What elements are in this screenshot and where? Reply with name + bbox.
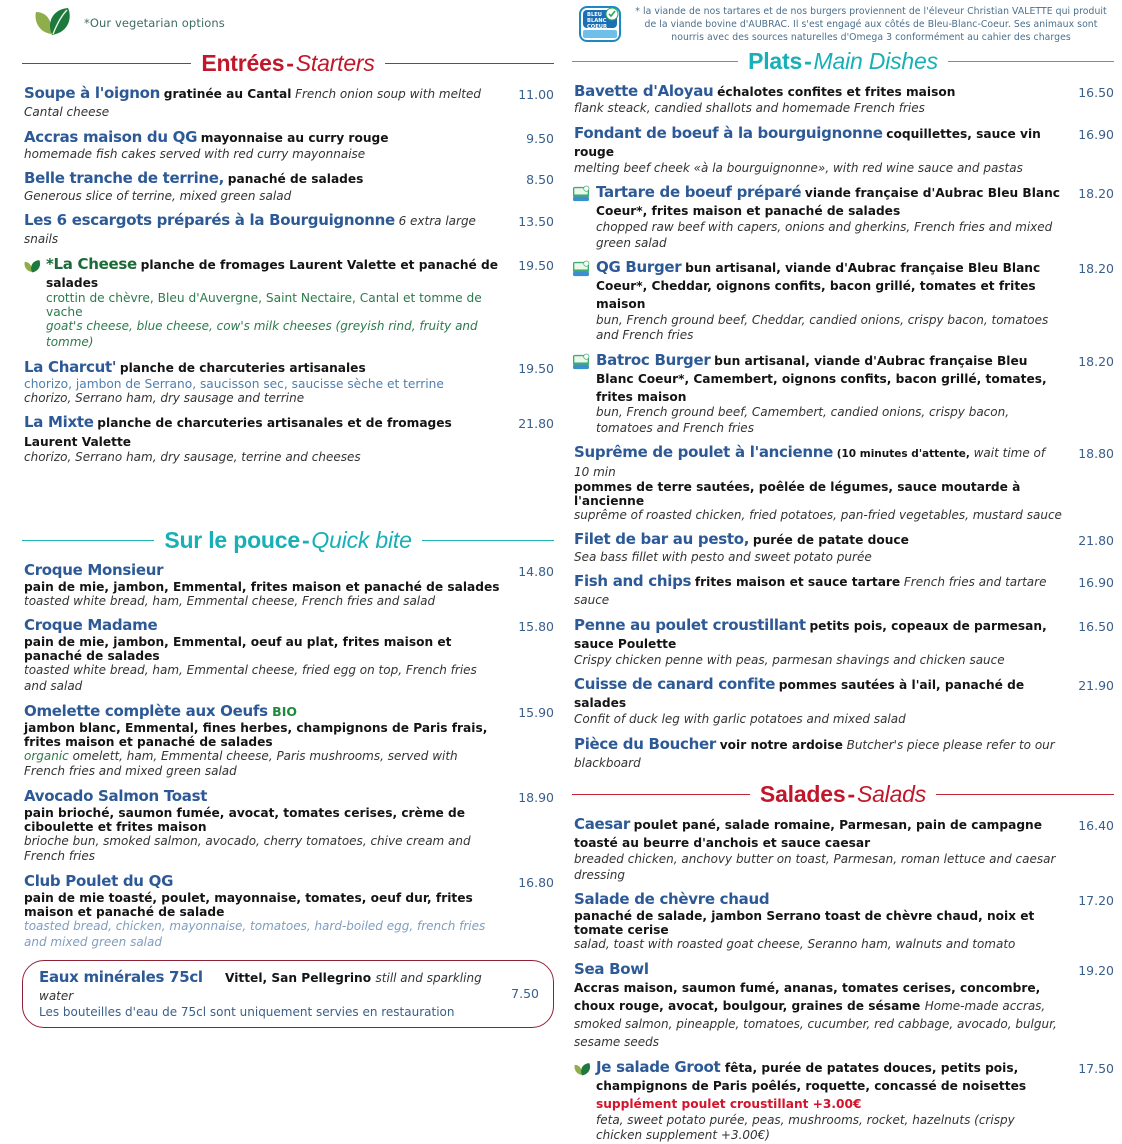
item-desc-en: Confit of duck leg with garlic potatoes and mixed salad bbox=[574, 712, 906, 726]
menu-item[interactable] bbox=[22, 358, 554, 407]
menu-item[interactable] bbox=[572, 815, 1114, 883]
item-desc-en: French onion soup with melted Cantal cheese bbox=[24, 87, 481, 120]
item-name: Sea Bowl bbox=[574, 959, 649, 978]
left-column bbox=[0, 0, 562, 1020]
item-desc-en: chorizo, Serrano ham, dry sausage, terrine and cheeses bbox=[24, 450, 361, 465]
item-desc-en: omelett, ham, Emmental cheese, Paris mushrooms, served with French fries and mixed green salad bbox=[24, 748, 458, 779]
bleu-blanc-coeur-badge-icon bbox=[572, 183, 594, 207]
item-desc-fr: poulet pané, salade romaine, Parmesan, pain de campagne toasté au beurre d'anchois et sauce caesar bbox=[574, 818, 1042, 851]
item-name: QG Burger bbox=[596, 258, 682, 277]
item-name: Filet de bar au pesto, bbox=[574, 530, 750, 549]
leaf-icon bbox=[30, 6, 74, 41]
bleu-blanc-coeur-badge-icon bbox=[572, 351, 594, 375]
item-name: Les 6 escargots préparés à la Bourguignonne bbox=[24, 211, 395, 230]
right-column bbox=[562, 0, 1122, 1143]
section-dash: - bbox=[301, 526, 310, 553]
item-desc-fr2: crottin de chèvre, Bleu d'Auvergne, Saint Nectaire, Cantal et tomme de vache bbox=[46, 291, 482, 320]
menu-item-vegetarian[interactable] bbox=[572, 1058, 1114, 1144]
section-header-sur-le-pouce bbox=[22, 527, 554, 554]
section-title-plats bbox=[748, 48, 938, 75]
section-title-en: Main Dishes bbox=[813, 48, 938, 74]
supplement-note: supplément poulet croustillant +3.00€ bbox=[596, 1096, 862, 1111]
menu-item[interactable] bbox=[572, 675, 1114, 727]
item-name: Fish and chips bbox=[574, 572, 692, 591]
item-name: Club Poulet du QG bbox=[24, 871, 174, 890]
item-name: Cuisse de canard confite bbox=[574, 675, 776, 694]
item-name: Belle tranche de terrine, bbox=[24, 169, 225, 188]
divider-right bbox=[936, 794, 1114, 795]
section-title-en: Salads bbox=[856, 781, 927, 808]
section-dash: - bbox=[286, 50, 294, 76]
menu-item-bbc[interactable] bbox=[572, 183, 1114, 251]
item-price: 18.20 bbox=[1078, 186, 1114, 202]
bleu-blanc-coeur-logo-icon bbox=[578, 4, 624, 51]
item-desc-en: melting beef cheek «à la bourguignonne», with red wine sauce and pastas bbox=[574, 160, 1023, 175]
divider-right bbox=[422, 540, 554, 541]
item-name: Pièce du Boucher bbox=[574, 734, 716, 753]
item-name: Bavette d'Aloyau bbox=[574, 82, 714, 100]
item-desc-en: bun, French ground beef, Camembert, candied onions, crispy bacon, tomatoes and French fries bbox=[596, 405, 1010, 435]
bbc-banner bbox=[572, 0, 1114, 44]
item-price: 18.90 bbox=[518, 789, 554, 805]
item-desc-fr: Accras maison, saumon fumé, ananas, tomates cerises, concombre, choux rouge, avocat, boulgour, graines de sésame bbox=[574, 980, 1041, 1013]
section-title-en: Starters bbox=[295, 50, 375, 76]
item-name: Croque Monsieur bbox=[24, 560, 164, 579]
item-desc-en: bun, French ground beef, Cheddar, candied onions, crispy bacon, tomatoes and French fries bbox=[596, 312, 1049, 343]
item-desc-fr: mayonnaise au curry rouge bbox=[200, 130, 389, 145]
section-spacer bbox=[22, 473, 554, 523]
section-title-en: Quick bite bbox=[311, 526, 412, 553]
item-name: Je salade Groot bbox=[596, 1057, 721, 1076]
section-title-fr: Sur le pouce bbox=[164, 526, 300, 553]
item-name: Suprême de poulet à l'ancienne bbox=[574, 443, 833, 462]
divider-right bbox=[948, 61, 1114, 62]
svg-text:BLEU: BLEU bbox=[587, 12, 603, 18]
item-desc-fr: coquillettes, sauce vin rouge bbox=[574, 126, 1041, 159]
menu-item[interactable] bbox=[22, 211, 554, 248]
water-brands: Vittel, San Pellegrino bbox=[225, 971, 372, 986]
item-desc-en: toasted white bread, ham, Emmental cheese, French fries and salad bbox=[24, 593, 436, 608]
menu-item-vegetarian[interactable] bbox=[22, 255, 554, 351]
item-desc-en: Generous slice of terrine, mixed green salad bbox=[24, 188, 292, 203]
divider-left bbox=[572, 61, 738, 62]
divider-left bbox=[22, 540, 154, 541]
item-name: Batroc Burger bbox=[596, 350, 711, 369]
menu-item[interactable] bbox=[22, 616, 554, 694]
menu-item[interactable] bbox=[22, 872, 554, 950]
item-price: 21.80 bbox=[518, 416, 554, 432]
item-desc-fr: panaché de salades bbox=[227, 172, 364, 187]
item-desc-en: French fries and tartare sauce bbox=[574, 575, 1047, 608]
item-desc-fr: viande française d'Aubrac Bleu Blanc Coeur*, frites maison et panaché de salades bbox=[596, 186, 1061, 219]
menu-item[interactable] bbox=[22, 787, 554, 865]
item-desc-en: Home-made accras, smoked salmon, pineapple, tomatoes, cucumber, red cabbage, avocado, bulgur, sesame seeds bbox=[574, 998, 1057, 1049]
item-price: 16.90 bbox=[1078, 126, 1114, 142]
section-header-plats bbox=[572, 48, 1114, 75]
item-desc-fr: pain brioché, saumon fumée, avocat, tomates cerises, crème de ciboulette et frites maison bbox=[24, 805, 466, 834]
item-price: 18.20 bbox=[1078, 261, 1114, 277]
item-desc-fr: pain de mie toasté, poulet, mayonnaise, tomates, oeuf dur, frites maison et panaché de salade bbox=[24, 890, 473, 919]
menu-item[interactable] bbox=[22, 84, 554, 121]
menu-item[interactable] bbox=[572, 572, 1114, 609]
water-note: Les bouteilles d'eau de 75cl sont uniquement servies en restauration bbox=[39, 1005, 455, 1020]
section-title-salades bbox=[760, 781, 926, 808]
item-price: 17.50 bbox=[1078, 1060, 1114, 1076]
divider-right bbox=[385, 63, 554, 64]
item-name: La Mixte bbox=[24, 413, 94, 432]
item-name: Fondant de boeuf à la bourguignonne bbox=[574, 123, 883, 142]
item-desc-fr: voir notre ardoise bbox=[719, 737, 843, 752]
item-desc-fr: panaché de salade, jambon Serrano toast de chèvre chaud, noix et tomate cerise bbox=[574, 909, 1035, 938]
bio-badge: BIO bbox=[272, 703, 297, 719]
item-desc-en: breaded chicken, anchovy butter on toast, Parmesan, roman lettuce and caesar dressing bbox=[574, 851, 1056, 882]
organic-word: organic bbox=[24, 748, 69, 763]
bbc-note: * la viande de nos tartares et de nos burgers proviennent de l'éleveur Christian VALETTE qui produit de la viande bovine d'AUBRAC. Il s'est engagé aux côtés de Bleu-Blanc-Coeur. Ses animaux sont nourris avec des sources naturelles d'Omega 3 conformément au cahier des charges bbox=[635, 6, 1107, 44]
item-desc-en: Sea bass fillet with pesto and sweet potato purée bbox=[574, 549, 872, 564]
menu-item[interactable] bbox=[572, 124, 1114, 176]
menu-item[interactable] bbox=[572, 443, 1114, 523]
item-desc-en: 6 extra large snails bbox=[24, 214, 476, 247]
item-desc-en: goat's cheese, blue cheese, cow's milk cheeses (greyish rind, fruity and tomme) bbox=[46, 319, 478, 350]
section-title-fr: Plats bbox=[748, 48, 803, 74]
item-price: 16.80 bbox=[518, 874, 554, 890]
item-price: 17.20 bbox=[1078, 893, 1114, 909]
item-desc-en: brioche bun, smoked salmon, avocado, cherry tomatoes, chive cream and French fries bbox=[24, 833, 471, 864]
item-desc-fr: fêta, purée de patates douces, petits pois, champignons de Paris poêlés, roquette, concassé de noisettes bbox=[596, 1060, 1027, 1093]
wait-time-en: wait time of 10 min bbox=[574, 446, 1046, 479]
menu-item[interactable] bbox=[22, 702, 554, 780]
item-desc-fr: pommes de terre sautées, poêlée de légumes, sauce moutarde à l'ancienne bbox=[574, 479, 1021, 508]
water-name: Eaux minérales 75cl bbox=[39, 968, 203, 987]
water-box[interactable] bbox=[22, 960, 554, 1028]
item-name: Accras maison du QG bbox=[24, 127, 198, 146]
item-desc-en: chopped raw beef with capers, onions and gherkins, French fries and mixed green salad bbox=[596, 219, 1053, 250]
item-price: 16.90 bbox=[1078, 575, 1114, 591]
item-name: Tartare de boeuf préparé bbox=[596, 183, 802, 202]
item-price: 13.50 bbox=[518, 214, 554, 230]
water-row bbox=[22, 960, 554, 1028]
section-title-sur-le-pouce bbox=[164, 527, 411, 554]
item-name: Soupe à l'oignon bbox=[24, 84, 161, 102]
item-price: 16.40 bbox=[1078, 818, 1114, 834]
section-dash: - bbox=[847, 781, 855, 808]
item-price: 19.50 bbox=[518, 360, 554, 376]
section-title-entrees bbox=[201, 50, 374, 77]
section-title-fr: Entrées bbox=[201, 50, 285, 76]
leaf-icon bbox=[572, 1058, 594, 1082]
menu-item[interactable] bbox=[22, 561, 554, 610]
item-desc-en: chorizo, Serrano ham, dry sausage and terrine bbox=[24, 390, 305, 405]
item-desc-fr: purée de patate douce bbox=[752, 533, 909, 548]
menu-item[interactable] bbox=[22, 413, 554, 465]
vegetarian-banner bbox=[22, 0, 554, 46]
item-price: 15.80 bbox=[518, 619, 554, 635]
vegetarian-note: *Our vegetarian options bbox=[84, 16, 225, 30]
svg-text:COEUR: COEUR bbox=[587, 24, 607, 30]
section-dash: - bbox=[804, 48, 812, 74]
item-price: 16.50 bbox=[1078, 618, 1114, 634]
item-name: La Charcut' bbox=[24, 357, 117, 376]
item-name: *La Cheese bbox=[46, 254, 137, 273]
item-price: 11.00 bbox=[518, 87, 554, 102]
section-title-fr: Salades bbox=[759, 781, 846, 808]
menu-item[interactable] bbox=[22, 169, 554, 204]
item-desc-fr: bun artisanal, viande d'Aubrac française Bleu Blanc Coeur*, Camembert, oignons confits, bacon grillé, tomates, frites maison bbox=[596, 353, 1047, 404]
water-price: 7.50 bbox=[511, 986, 539, 1002]
section-header-entrees bbox=[22, 50, 554, 77]
menu-item[interactable] bbox=[572, 735, 1114, 772]
item-price: 9.50 bbox=[526, 130, 554, 146]
item-desc-en: suprême of roasted chicken, fried potatoes, pan-fried vegetables, mustard sauce bbox=[574, 507, 1062, 522]
menu-item[interactable] bbox=[572, 960, 1114, 1051]
item-desc-en: flank steack, candied shallots and homemade French fries bbox=[574, 101, 925, 116]
item-price: 14.80 bbox=[518, 563, 554, 579]
item-desc-en: homemade fish cakes served with red curry mayonnaise bbox=[24, 146, 366, 161]
item-name: Caesar bbox=[574, 815, 630, 834]
menu-item[interactable] bbox=[572, 82, 1114, 117]
item-price: 19.50 bbox=[518, 257, 554, 273]
item-desc-fr: planche de fromages Laurent Valette et panaché de salades bbox=[46, 257, 498, 290]
wait-time-fr: (10 minutes d'attente, bbox=[836, 448, 970, 461]
menu-item[interactable] bbox=[572, 530, 1114, 565]
menu-item[interactable] bbox=[572, 616, 1114, 668]
item-desc-en: salad, toast with roasted goat cheese, Seranno ham, walnuts and tomato bbox=[574, 937, 1016, 952]
item-name: Avocado Salmon Toast bbox=[24, 786, 208, 805]
menu-item[interactable] bbox=[22, 128, 554, 163]
section-header-salades bbox=[572, 781, 1114, 808]
item-desc-fr: planche de charcuteries artisanales et de fromages Laurent Valette bbox=[24, 416, 452, 449]
item-price: 18.80 bbox=[1078, 446, 1114, 462]
item-price: 21.90 bbox=[1078, 678, 1114, 694]
item-price: 21.80 bbox=[1078, 533, 1114, 549]
menu-item-bbc[interactable] bbox=[572, 258, 1114, 344]
water-desc-en: still and sparkling water bbox=[39, 971, 482, 1004]
item-price: 19.20 bbox=[1078, 962, 1114, 978]
item-desc-fr: frites maison et sauce tartare bbox=[694, 575, 901, 590]
item-name: Croque Madame bbox=[24, 616, 158, 635]
menu-item[interactable] bbox=[572, 890, 1114, 953]
item-desc-fr: petits pois, copeaux de parmesan, sauce Poulette bbox=[574, 618, 1047, 651]
item-desc-fr: bun artisanal, viande d'Aubrac française Bleu Blanc Coeur*, Cheddar, oignons confits, bacon grillé, tomates et frites maison bbox=[596, 261, 1041, 311]
item-price: 18.20 bbox=[1078, 353, 1114, 369]
item-desc-en: toasted white bread, ham, Emmental cheese, fried egg on top, French fries and salad bbox=[24, 663, 477, 693]
item-desc-fr: pain de mie, jambon, Emmental, frites maison et panaché de salades bbox=[24, 579, 500, 594]
item-name: Salade de chèvre chaud bbox=[574, 890, 770, 909]
item-desc-fr: planche de charcuteries artisanales bbox=[119, 360, 366, 375]
item-desc-en: Crispy chicken penne with peas, parmesan shavings and chicken sauce bbox=[574, 652, 1005, 667]
item-desc-fr: pain de mie, jambon, Emmental, oeuf au plat, frites maison et panaché de salades bbox=[24, 635, 452, 664]
item-price: 16.50 bbox=[1078, 85, 1114, 100]
item-desc-fr: jambon blanc, Emmental, fines herbes, champignons de Paris frais, frites maison et panaché de salades bbox=[24, 720, 488, 749]
item-price: 15.90 bbox=[518, 704, 554, 720]
svg-text:BLANC: BLANC bbox=[587, 18, 607, 24]
item-desc-fr: pommes sautées à l'ail, panaché de salades bbox=[574, 678, 1025, 711]
item-name: Omelette complète aux Oeufs bbox=[24, 701, 268, 720]
item-desc-en: feta, sweet potato purée, peas, mushrooms, rocket, hazelnuts (crispy chicken supplement +3.00€) bbox=[596, 1112, 1015, 1143]
item-desc-en: Butcher's piece please refer to our blackboard bbox=[574, 737, 1055, 770]
item-desc-fr: échalotes confites et frites maison bbox=[717, 85, 956, 99]
item-desc-fr: gratinée au Cantal bbox=[163, 87, 292, 101]
bleu-blanc-coeur-badge-icon bbox=[572, 258, 594, 282]
leaf-icon bbox=[22, 255, 44, 279]
divider-left bbox=[572, 794, 750, 795]
menu-item-bbc[interactable] bbox=[572, 351, 1114, 437]
item-desc-fr2: chorizo, jambon de Serrano, saucisson sec, saucisse sèche et terrine bbox=[24, 376, 444, 391]
item-price: 8.50 bbox=[526, 172, 554, 188]
item-desc-en: toasted bread, chicken, mayonnaise, tomatoes, hard-boiled egg, french fries and mixed green salad bbox=[24, 918, 486, 949]
divider-left bbox=[22, 63, 191, 64]
item-name: Penne au poulet croustillant bbox=[574, 615, 806, 634]
